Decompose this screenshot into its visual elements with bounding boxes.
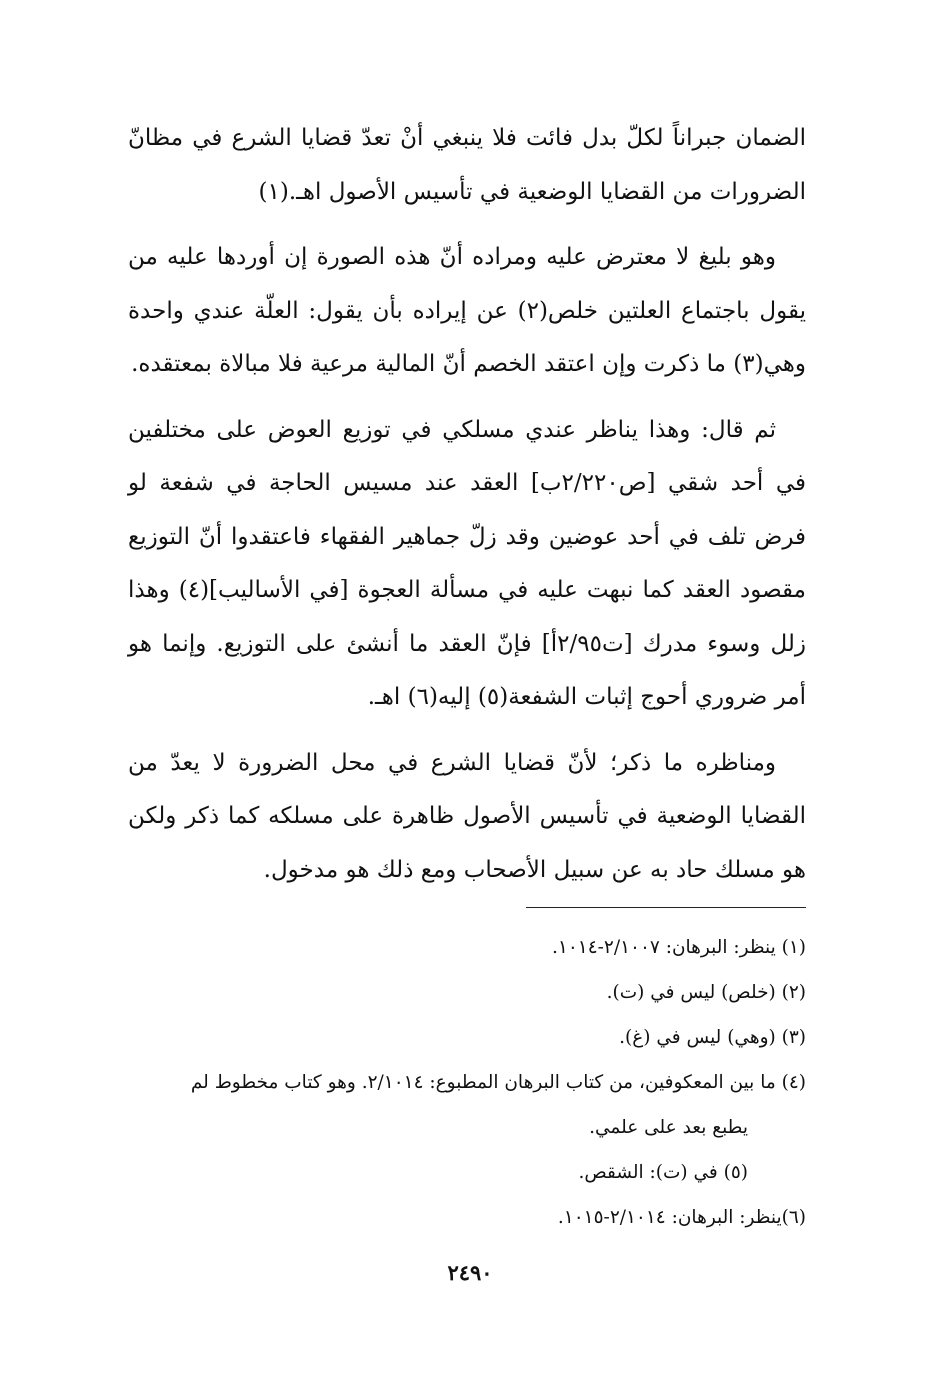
footnote-divider — [526, 907, 806, 908]
footnote-1: (١) ينظر: البرهان: ٢/١٠٠٧-١٠١٤. — [552, 937, 806, 958]
paragraph-2: وهو بليغ لا معترض عليه ومراده أنّ هذه الصورة إن أوردها عليه من يقول باجتماع العلتين خلص(٢) عن إيراده بأن يقول: العلّة عندي واحدة وهي(٣) ما ذكرت وإن اعتقد الخصم أنّ المالية مرعية فلا مبالاة بمعتقده. — [128, 244, 806, 377]
footnote-3: (٣) (وهي) ليس في (غ). — [619, 1027, 806, 1048]
paragraph-4: ومناظره ما ذكر؛ لأنّ قضايا الشرع في محل الضرورة لا يعدّ من القضايا الوضعية في تأسيس الأصول ظاهرة على مسلكه كما ذكر ولكن هو مسلك حاد به عن سبيل الأصحاب ومع ذلك هو مدخول. — [128, 749, 806, 883]
footnote-4-continuation: يطبع بعد على علمي. — [589, 1117, 748, 1138]
footnotes — [128, 925, 806, 1240]
footnote-4: (٤) ما بين المعكوفين، من كتاب البرهان المطبوع: ٢/١٠١٤. وهو كتاب مخطوط لم — [190, 1072, 806, 1093]
main-text — [128, 112, 806, 909]
footnote-5: (٥) في (ت): الشقص. — [578, 1162, 748, 1183]
footnote-2: (٢) (خلص) ليس في (ت). — [606, 982, 806, 1003]
page-number: ٢٤٩٠ — [447, 1260, 493, 1285]
paragraph-3: ثم قال: وهذا يناظر عندي مسلكي في توزيع العوض على مختلفين في أحد شقي [ص٢/٢٢٠ب] العقد عند مسيس الحاجة في شفعة لو فرض تلف في أحد عوضين وقد زلّ جماهير الفقهاء فاعتقدوا أنّ التوزيع مقصود العقد كما نبهت عليه في مسألة العجوة [في الأساليب](٤) وهذا زلل وسوء مدرك [ت٢/٩٥أ] فإنّ العقد ما أنشئ على التوزيع. وإنما هو أمر ضروري أحوج إثبات الشفعة(٥) إليه(٦) اهـ. — [128, 416, 807, 710]
footnote-6: (٦)ينظر: البرهان: ٢/١٠١٤-١٠١٥. — [557, 1207, 806, 1228]
paragraph-1: الضمان جبراناً لكلّ بدل فائت فلا ينبغي أنْ تعدّ قضايا الشرع في مظانّ الضرورات من القضايا الوضعية في تأسيس الأصول اهـ.(١) — [128, 125, 806, 205]
